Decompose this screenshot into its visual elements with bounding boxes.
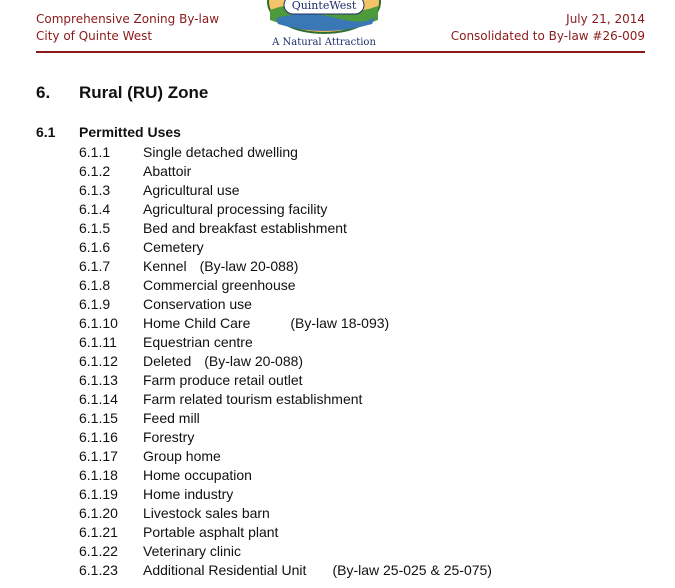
- list-item: [79, 295, 492, 314]
- use-code: 6.1.5: [79, 220, 111, 236]
- use-label: Group home: [143, 448, 221, 464]
- use-label: Veterinary clinic: [143, 543, 242, 559]
- subsection-title: Permitted Uses: [79, 124, 181, 140]
- use-code: 6.1.13: [79, 372, 118, 388]
- use-code: 6.1.8: [79, 277, 111, 293]
- list-item: [79, 181, 492, 200]
- list-item: [79, 371, 492, 390]
- use-label: Farm related tourism establishment: [143, 391, 363, 407]
- use-label: Livestock sales barn: [143, 505, 270, 521]
- subsection-number: 6.1: [36, 124, 56, 140]
- document-title: Comprehensive Zoning By-law: [36, 12, 220, 26]
- use-code: 6.1.21: [79, 524, 118, 540]
- bylaw-reference: (By-law 25-025 & 25-075): [332, 562, 492, 578]
- logo-wordmark: QuinteWest: [291, 0, 357, 12]
- permitted-uses-list: [79, 143, 492, 580]
- use-code: 6.1.1: [79, 144, 111, 160]
- use-label: Conservation use: [143, 296, 252, 312]
- list-item: [79, 447, 492, 466]
- list-item: [79, 523, 492, 542]
- use-code: 6.1.10: [79, 315, 118, 331]
- use-code: 6.1.6: [79, 239, 111, 255]
- use-code: 6.1.18: [79, 467, 118, 483]
- use-code: 6.1.14: [79, 391, 118, 407]
- use-label: Agricultural use: [143, 182, 240, 198]
- use-label: Home occupation: [143, 467, 252, 483]
- list-item: [79, 428, 492, 447]
- use-code: 6.1.15: [79, 410, 118, 426]
- list-item: [79, 276, 492, 295]
- use-code: 6.1.20: [79, 505, 118, 521]
- list-item: [79, 333, 492, 352]
- use-code: 6.1.22: [79, 543, 118, 559]
- list-item: [79, 143, 492, 162]
- use-label: Agricultural processing facility: [143, 201, 328, 217]
- municipality-name: City of Quinte West: [36, 29, 153, 43]
- header-divider: [36, 51, 645, 53]
- list-item: [79, 219, 492, 238]
- use-label: Home Child Care: [143, 315, 251, 331]
- list-item: [79, 504, 492, 523]
- use-code: 6.1.17: [79, 448, 118, 464]
- list-item: [79, 390, 492, 409]
- quinte-west-logo: [266, 0, 382, 34]
- consolidation-note: Consolidated to By-law #26-009: [450, 29, 645, 43]
- list-item: [79, 409, 492, 428]
- header-left: [36, 11, 219, 45]
- list-item: [79, 466, 492, 485]
- header-right: [451, 11, 645, 45]
- use-code: 6.1.19: [79, 486, 118, 502]
- bylaw-reference: (By-law 18-093): [290, 315, 390, 331]
- use-label: Bed and breakfast establishment: [143, 220, 347, 236]
- use-label: Home industry: [143, 486, 234, 502]
- list-item: [79, 485, 492, 504]
- use-label: Additional Residential Unit: [143, 562, 307, 578]
- list-item: [79, 352, 492, 371]
- list-item: [79, 238, 492, 257]
- logo-tagline: A Natural Attraction: [272, 37, 376, 48]
- bylaw-reference: (By-law 20-088): [204, 353, 304, 369]
- section-number: 6.: [36, 83, 51, 102]
- use-code: 6.1.16: [79, 429, 118, 445]
- use-label: Cemetery: [143, 239, 204, 255]
- use-code: 6.1.2: [79, 163, 111, 179]
- list-item: [79, 162, 492, 181]
- list-item: [79, 257, 492, 276]
- list-item: [79, 314, 492, 333]
- list-item: [79, 542, 492, 561]
- use-code: 6.1.12: [79, 353, 118, 369]
- use-label: Commercial greenhouse: [143, 277, 296, 293]
- section-title: Rural (RU) Zone: [79, 83, 209, 102]
- use-label: Feed mill: [143, 410, 200, 426]
- use-code: 6.1.3: [79, 182, 111, 198]
- list-item: [79, 200, 492, 219]
- use-label: Abattoir: [143, 163, 192, 179]
- use-code: 6.1.4: [79, 201, 111, 217]
- use-label: Farm produce retail outlet: [143, 372, 303, 388]
- use-label: Portable asphalt plant: [143, 524, 279, 540]
- use-label: Forestry: [143, 429, 195, 445]
- section-heading: [36, 83, 208, 103]
- document-date: July 21, 2014: [566, 12, 645, 26]
- use-code: 6.1.9: [79, 296, 111, 312]
- use-code: 6.1.23: [79, 562, 118, 578]
- use-label: Equestrian centre: [143, 334, 253, 350]
- use-code: 6.1.7: [79, 258, 111, 274]
- list-item: [79, 561, 492, 580]
- use-label: Kennel: [143, 258, 187, 274]
- use-label: Single detached dwelling: [143, 144, 298, 160]
- subsection-heading: [36, 124, 181, 140]
- use-code: 6.1.11: [79, 334, 117, 350]
- bylaw-reference: (By-law 20-088): [199, 258, 299, 274]
- use-label: Deleted: [143, 353, 192, 369]
